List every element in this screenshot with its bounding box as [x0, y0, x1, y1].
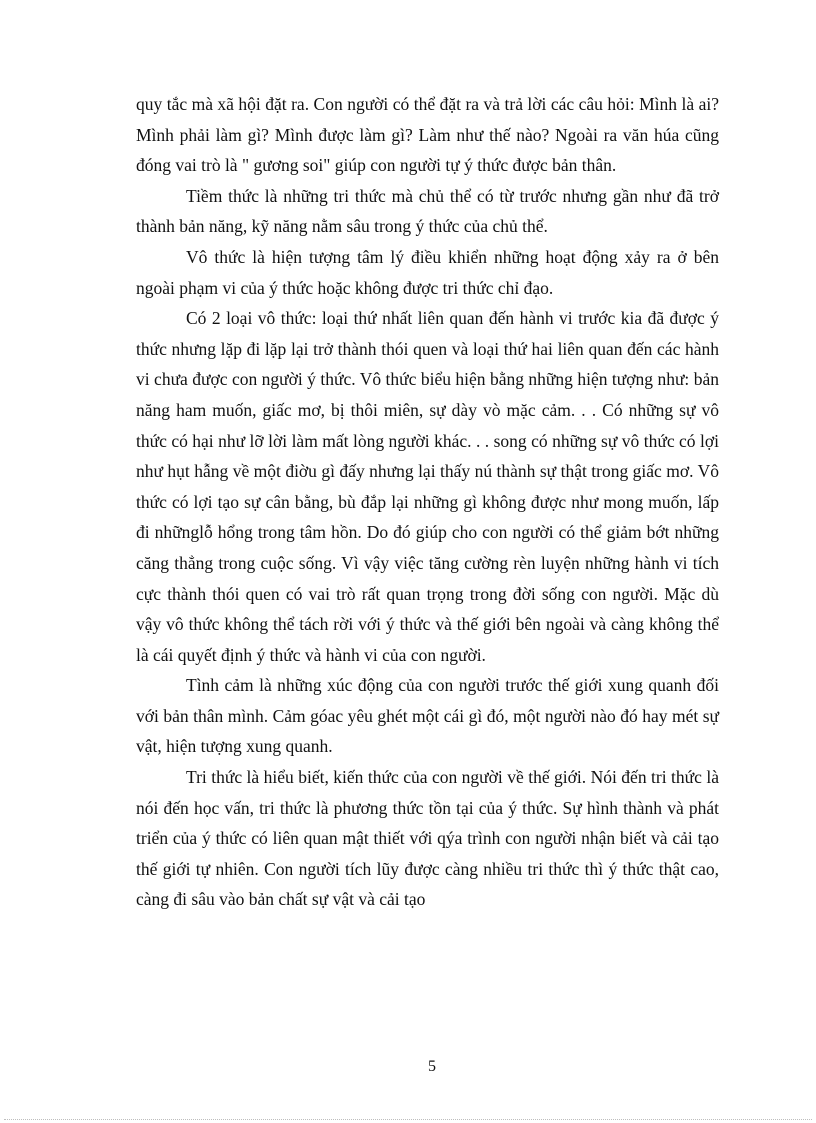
page-number: 5	[428, 1058, 436, 1075]
paragraph-vo-thuc: Vô thức là hiện tượng tâm lý điều khiển những hoạt động xảy ra ở bên ngoài phạm vi của ý thức hoặc không được tri thức chỉ đạo.	[136, 246, 719, 298]
page-bottom-divider	[4, 1119, 812, 1120]
body-text	[136, 89, 719, 915]
paragraph-hai-loai-vo-thuc: Có 2 loại vô thức: loại thứ nhất liên quan đến hành vi trước kia đã được ý thức nhưng lặp đi lặp lại trở thành thói quen và loại thứ hai liên quan đến các hành vi chưa được con người ý thức. Vô thức biểu hiện bằng những hiện tượng như: bản năng ham muốn, giấc mơ, bị thôi miên, sự dày vò mặc cảm. . . Có những sự vô thức có hại như lỡ lời làm mất lòng người khác. . . song có những sự vô thức có lợi như hụt hẫng về một điờu gì đấy nhưng lại thấy nú thành sự thật trong giấc mơ. Vô thức có lợi tạo sự cân bằng, bù đắp lại những gì không được như mong muốn, lấp đi nhữnglỗ hổng trong tâm hồn. Do đó giúp cho con người có thể giảm bớt những căng thẳng trong cuộc sống. Vì vậy việc tăng cường rèn luyện những hành vi tích cực thành thói quen có vai trò rất quan trọng trong đời sống con người. Mặc dù vậy vô thức không thể tách rời với ý thức và thế giới bên ngoài và càng không thể là cái quyết định ý thức và hành vi của con người.	[136, 308, 719, 665]
paragraph-tiem-thuc: Tiềm thức là những tri thức mà chủ thể có từ trước nhưng gần như đã trở thành bản năng, kỹ năng nằm sâu trong ý thức của chủ thể.	[136, 185, 719, 237]
paragraph-tinh-cam: Tình cảm là những xúc động của con người trước thế giới xung quanh đối với bản thân mình. Cảm góac yêu ghét một cái gì đó, một người nào đó hay mét sự vật, hiện tượng xung quanh.	[136, 675, 719, 757]
paragraph-continuation: quy tắc mà xã hội đặt ra. Con người có thể đặt ra và trả lời các câu hỏi: Mình là ai? Mình phải làm gì? Mình được làm gì? Làm như thế nào? Ngoài ra văn húa cũng đóng vai trò là " gương soi" giúp con người tự ý thức được bản thân.	[136, 94, 719, 176]
paragraph-tri-thuc: Tri thức là hiểu biết, kiến thức của con người về thế giới. Nói đến tri thức là nói đến học vấn, tri thức là phương thức tồn tại của ý thức. Sự hình thành và phát triển của ý thức có liên quan mật thiết với qýa trình con người nhận biết và cải tạo thế giới tự nhiên. Con người tích lũy được càng nhiều tri thức thì ý thức thật cao, càng đi sâu vào bản chất sự vật và cải tạo	[136, 767, 719, 910]
